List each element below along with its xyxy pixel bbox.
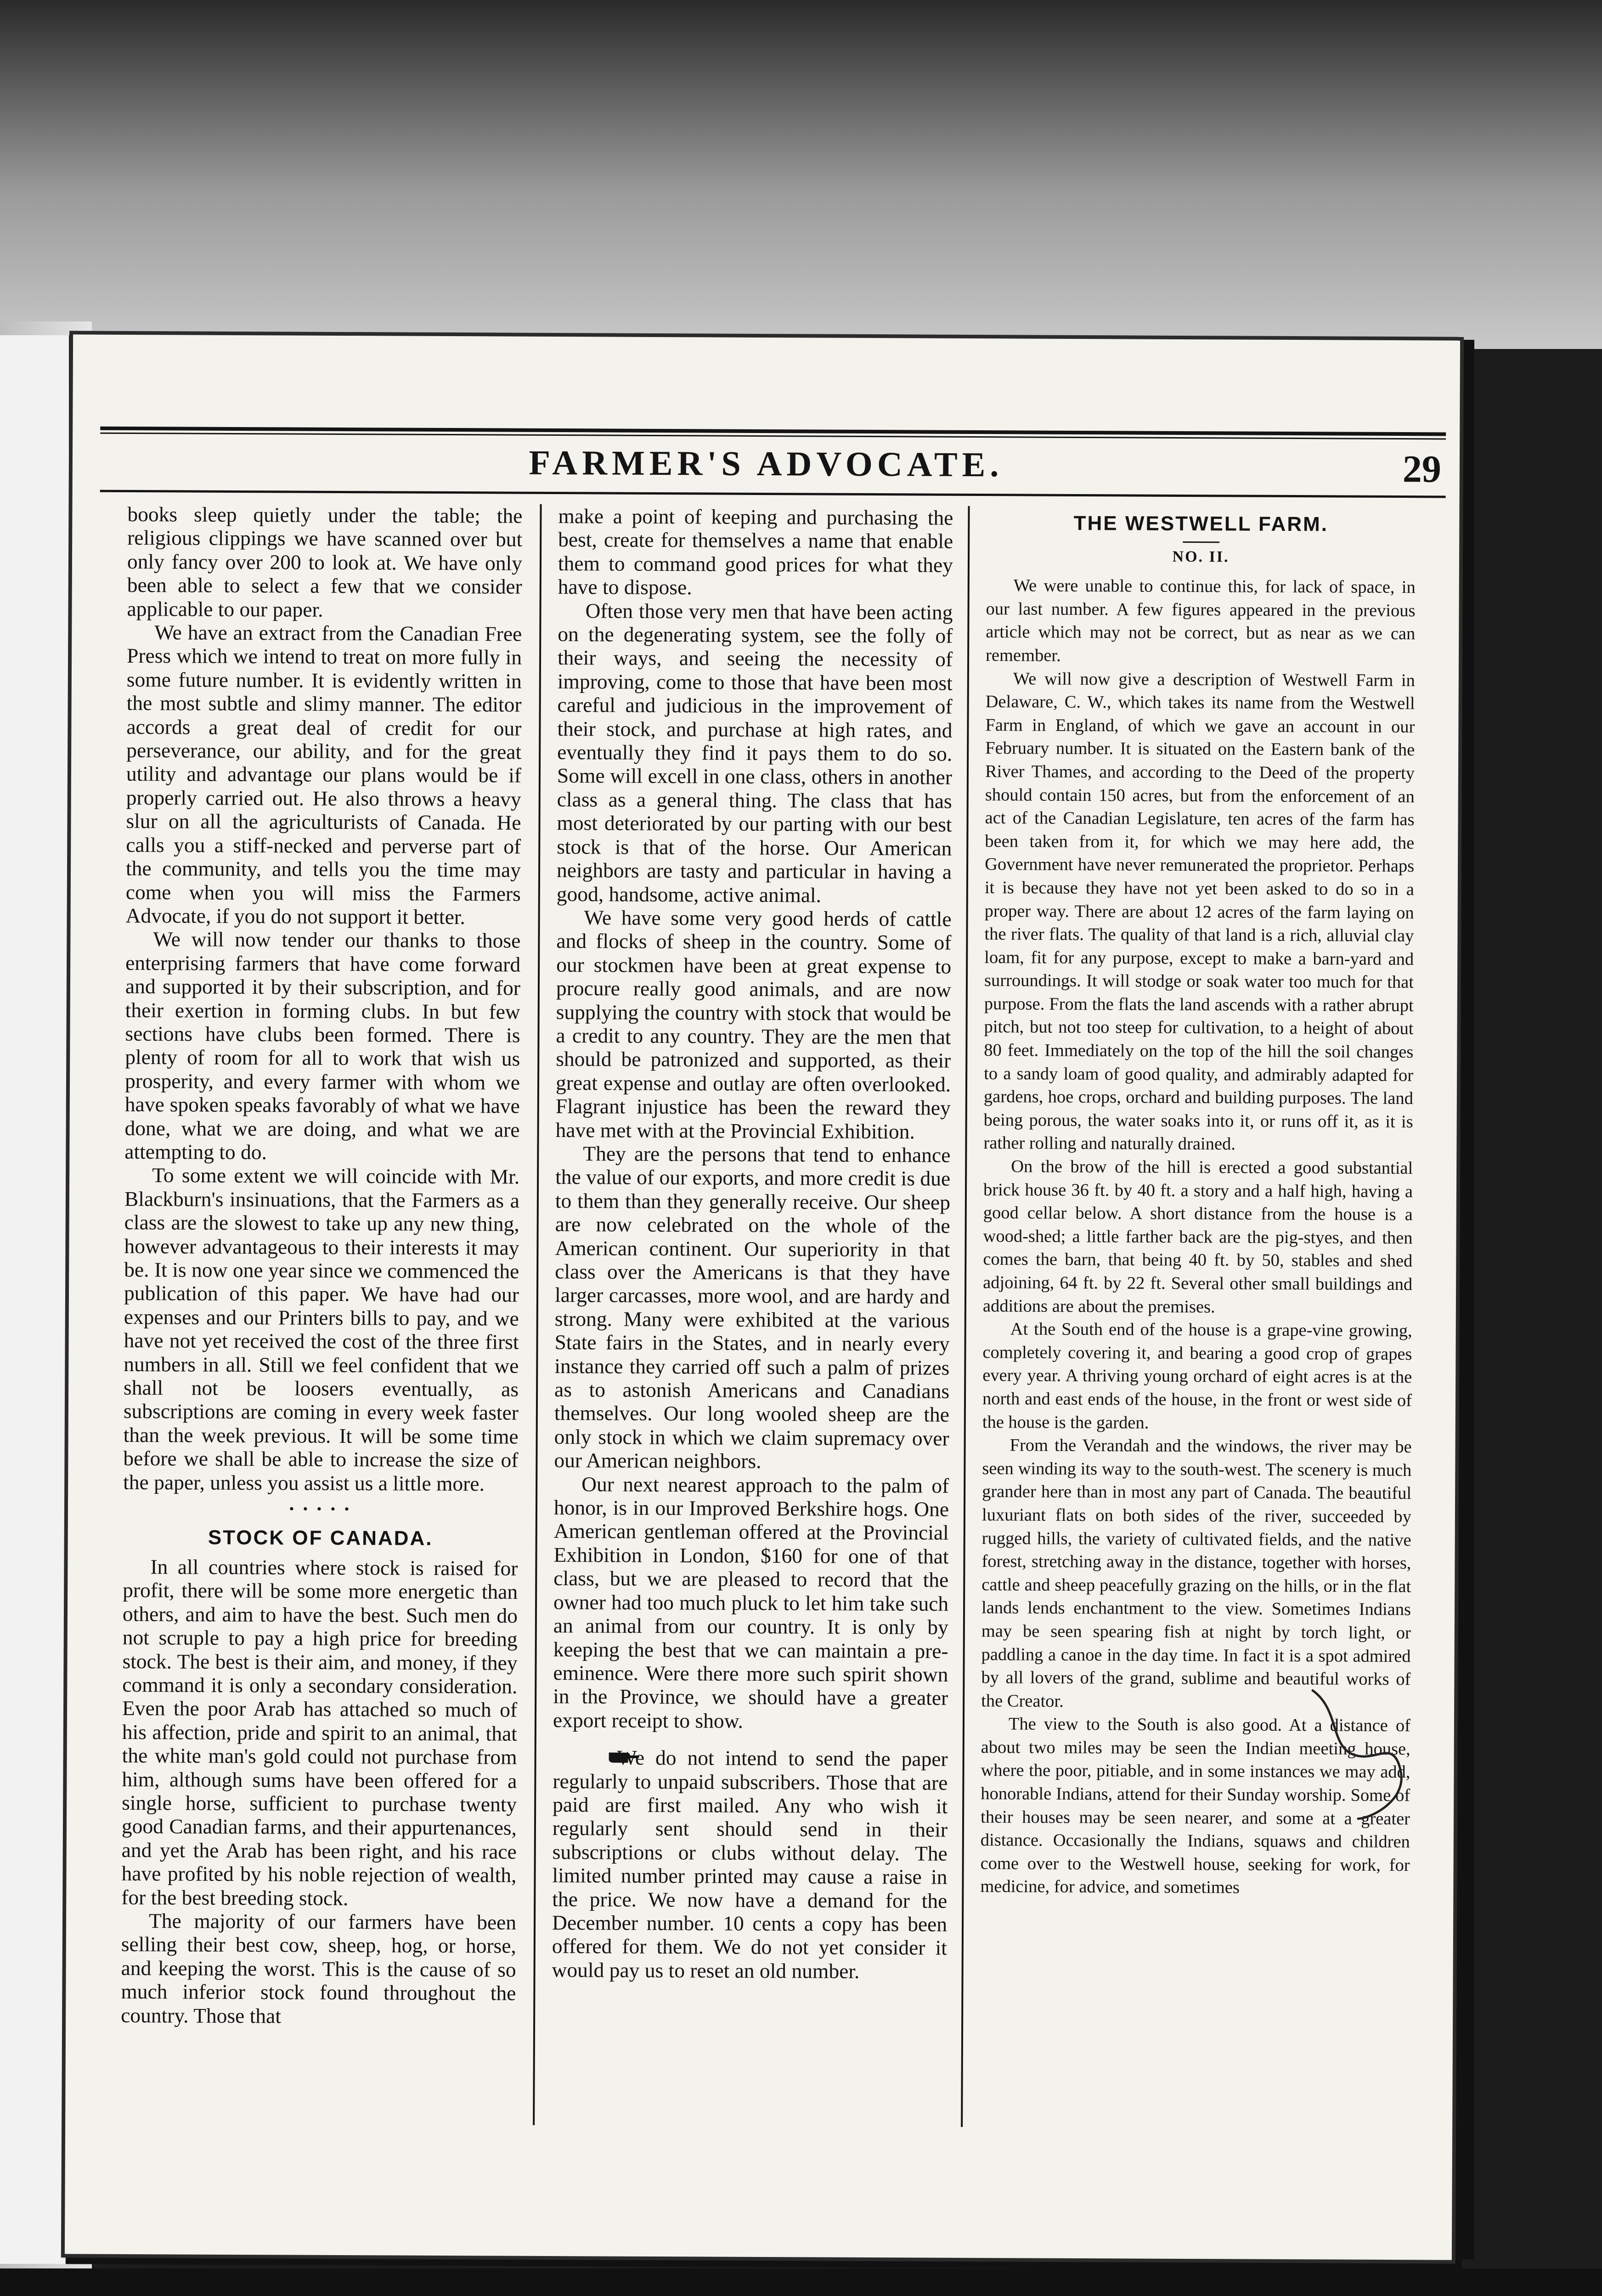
paragraph: In all countries where stock is raised for profit, there will be some more energetic than others, and aim to have the best. Such men do not scruple to pay a high price for breeding stock. The best is their aim, and money, if they command it is only a secondary consideration. Even the poor Arab has attached so much of his affection, pride and spirit to an animal, that the white man's gold could not purchase from him, although sums have been offered for a single horse, sufficient to purchase twenty good Canadian farms, and their appurtenances, and yet the Arab has been right, and his race have profited by his noble rejection of wealth, for the best breeding stock. bbox=[121, 1555, 518, 1910]
newspaper-page bbox=[65, 334, 1460, 2260]
scan-background-bottom bbox=[0, 2268, 1602, 2296]
paragraph: We have an extract from the Canadian Free Press which we intend to treat on more fully in some future number. It is evidently written in the most subtle and slimy manner. The editor accords a great deal of credit for our perseverance, our ability, and for the great utility and advantage our plans would be if properly carried out. He also throws a heavy slur on all the agriculturists of Canada. He calls you a stiff-necked and perverse part of the community, and tells you the time may come when you will miss the Farmers Advocate, if you do not support it better. bbox=[125, 620, 522, 929]
paragraph: From the Verandah and the windows, the river may be seen winding its way to the south-west. The scenery is much grander here than in most any part of Canada. The beautiful luxuriant flats on both sides of the river, succeeded by rugged hills, the variety of cultivated fields, and the native forest, stretching away in the distance, together with horses, cattle and sheep peacefully grazing on the hills, or in the flat lands lends enchantment to the view. Sometimes Indians may be seen spearing fish at night by torch light, or paddling a canoe in the day time. In fact it is a spot admired by all lovers of the grand, sublime and beautiful works of the Creator. bbox=[981, 1435, 1412, 1711]
paragraph: books sleep quietly under the table; the religious clippings we have scanned over but only fancy over 200 to look at. We have only been able to select a few that we consider applicable to our paper. bbox=[127, 502, 523, 621]
paragraph: They are the persons that tend to enhance the value of our exports, and more credit is due to them than they generally receive. Our sheep are now celebrated on the whole of the American continent. Our superiority in that class over the Americans is that they have larger carcasses, more wool, and are hardy and strong. Many were exhibited at the various State fairs in the States, and in nearly every instance they carried off such a palm of prizes as to astonish Americans and Canadians themselves. Our long wooled sheep are the only stock in which we claim supremacy over our American neighbors. bbox=[554, 1142, 951, 1473]
article-heading: THE WESTWELL FARM. bbox=[1073, 512, 1329, 536]
paragraph: At the South end of the house is a grape-vine growing, completely covering it, and bearing a good crop of grapes every year. A thriving young orchard of eight acres is at the north and east ends of the house, in the front or west side of the house is the garden. bbox=[982, 1319, 1412, 1433]
paragraph: We have some very good herds of cattle and flocks of sheep in the country. Some of our stockmen have been at great expense to procure really good animals, and are now supplying the country with stock that would be a credit to any country. They are the men that should be patronized and supported, as their great expense and outlay are often overlooked. Flagrant injustice has been the reward they have met with at the Provincial Exhibition. bbox=[555, 906, 952, 1143]
masthead-title: FARMER'S ADVOCATE. bbox=[529, 443, 1004, 484]
paragraph: The majority of our farmers have been selling their best cow, sheep, hog, or horse, and keeping the worst. This is the cause of so much inferior stock found throughout the country. Those that bbox=[121, 1909, 517, 2028]
column-1 bbox=[121, 502, 522, 2029]
paragraph: On the brow of the hill is erected a good substantial brick house 36 ft. by 40 ft. a story and a half high, having a good cellar below. A short distance from the house is a wood-shed; a little farther back are the pig-styes, and then comes the barn, that being 40 ft. by 50, stables and shed adjoining, 64 ft. by 22 ft. Several other small buildings and additions are about the premises. bbox=[982, 1157, 1413, 1317]
pointing-hand-icon bbox=[581, 1745, 617, 1769]
column-2 bbox=[552, 504, 953, 1983]
paragraph: To some extent we will coincide with Mr. Blackburn's insinuations, that the Farmers as a class are the slowest to take up any new thing, however advantageous to their interests it may be. It is now one year since we commenced the publication of this paper. We have had our expenses and our Printers bills to pay, and we have not yet received the cost of the three first numbers in all. Still we feel confident that we shall not be loosers eventually, as subscriptions are coming in every week faster than the week previous. It will be some time before we shall be able to increase the size of the paper, unless you assist us a little more. bbox=[123, 1163, 520, 1496]
paragraph: make a point of keeping and purchasing the best, create for themselves a name that enable them to command good prices for what they have to dispose. bbox=[558, 504, 953, 599]
column-divider bbox=[961, 506, 970, 2127]
adjacent-page-edge bbox=[0, 335, 72, 2264]
paragraph: Often those very men that have been acting on the degenerating system, see the folly of their ways, and seeing the necessity of improving, come to those that have been most careful and judicious in the improvement of their stock, and purchase at high rates, and eventually they find it pays them to do so. Some will excell in one class, others in another class as a general thing. The class that has most deteriorated by our parting with our best stock is that of the horse. Our American neighbors are tasty and particular in having a good, handsome, active animal. bbox=[556, 598, 953, 907]
paragraph: We will now give a description of Westwell Farm in Delaware, C. W., which takes its name from the Westwell Farm in England, of which we gave an account in our February number. It is situated on the Eastern bank of the River Thames, and according to the Deed of the property should contain 150 acres, but from the enforcement of an act of the Canadian Legislature, ten acres of the farm has been taken from it, for which we may here add, the Government have never remunerated the proprietor. Perhaps it is because they have not yet been asked to do so in a proper way. There are about 12 acres of the farm laying on the river flats. The quality of that land is a rich, alluvial clay loam, fit for any purpose, except to make a barn-yard and surroundings. It will stodge or soak water too much for that purpose. From the flats the land ascends with a rather abrupt pitch, but not too steep for cultivation, to a height of about 80 feet. Immediately on the top of the hill the soil changes to a sandy loam of good quality, and admirably adapted for gardens, hoe crops, orchard and building purposes. The land being porous, the water soaks into it, or runs off it, as it is rather rolling and naturally drained. bbox=[983, 669, 1415, 1154]
paragraph: Our next nearest approach to the palm of honor, is in our Improved Berkshire hogs. One American gentleman offered at the Provincial Exhibition in London, $160 for one of that class, but we are pleased to record that the owner had too much pluck to let him take such an animal from our country. It is only by keeping the best that we can maintain a pre-eminence. Were there more such spirit shown in the Province, we should have a greater export receipt to show. bbox=[553, 1472, 949, 1733]
page-number: 29 bbox=[1402, 448, 1442, 491]
heading-rule bbox=[1183, 541, 1219, 543]
article-subheading: NO. II. bbox=[1172, 548, 1230, 566]
section-heading: STOCK OF CANADA. bbox=[208, 1526, 433, 1550]
notice-text: We do not intend to send the paper regularly to unpaid subscribers. Those that are paid are first mailed. Any who wish it regularly sent should send in their subscriptions or clubs without delay. The limited number printed may cause a raise in the price. We now have a demand for the December number. 10 cents a copy has been offered for them. We do not yet consider it would pay us to reset an old number. bbox=[552, 1745, 948, 1983]
handwritten-mark-icon bbox=[1302, 1681, 1413, 1828]
paragraph: The view to the South is also good. At a distance of about two miles may be seen the Indian meeting house, where the poor, pitiable, and in some instances we may add, honorable Indians, attend for their Sunday worship. Some of their houses may be seen nearer, and some at a greater distance. Occasionally the Indians, squaws and children come over to the Westwell house, seeking for work, for medicine, for advice, and sometimes bbox=[980, 1714, 1411, 1897]
subscriber-notice bbox=[552, 1745, 948, 1983]
paragraph: We were unable to continue this, for lack of space, in our last number. A few figures appeared in the previous article which may not be correct, but as near as we can remember. bbox=[986, 576, 1416, 665]
paragraph: We will now tender our thanks to those enterprising farmers that have come forward and supported it by their subscription, and for their exertion in forming clubs. In but few sections have clubs been formed. There is plenty of room for all to work that wish us prosperity, and every farmer with whom we have spoken speaks favorably of what we have done, what we are doing, and what we are attempting to do. bbox=[124, 927, 521, 1164]
column-divider bbox=[533, 504, 542, 2125]
ornament-divider: • • • • • bbox=[289, 1501, 352, 1517]
scan-background-top bbox=[0, 0, 1602, 349]
